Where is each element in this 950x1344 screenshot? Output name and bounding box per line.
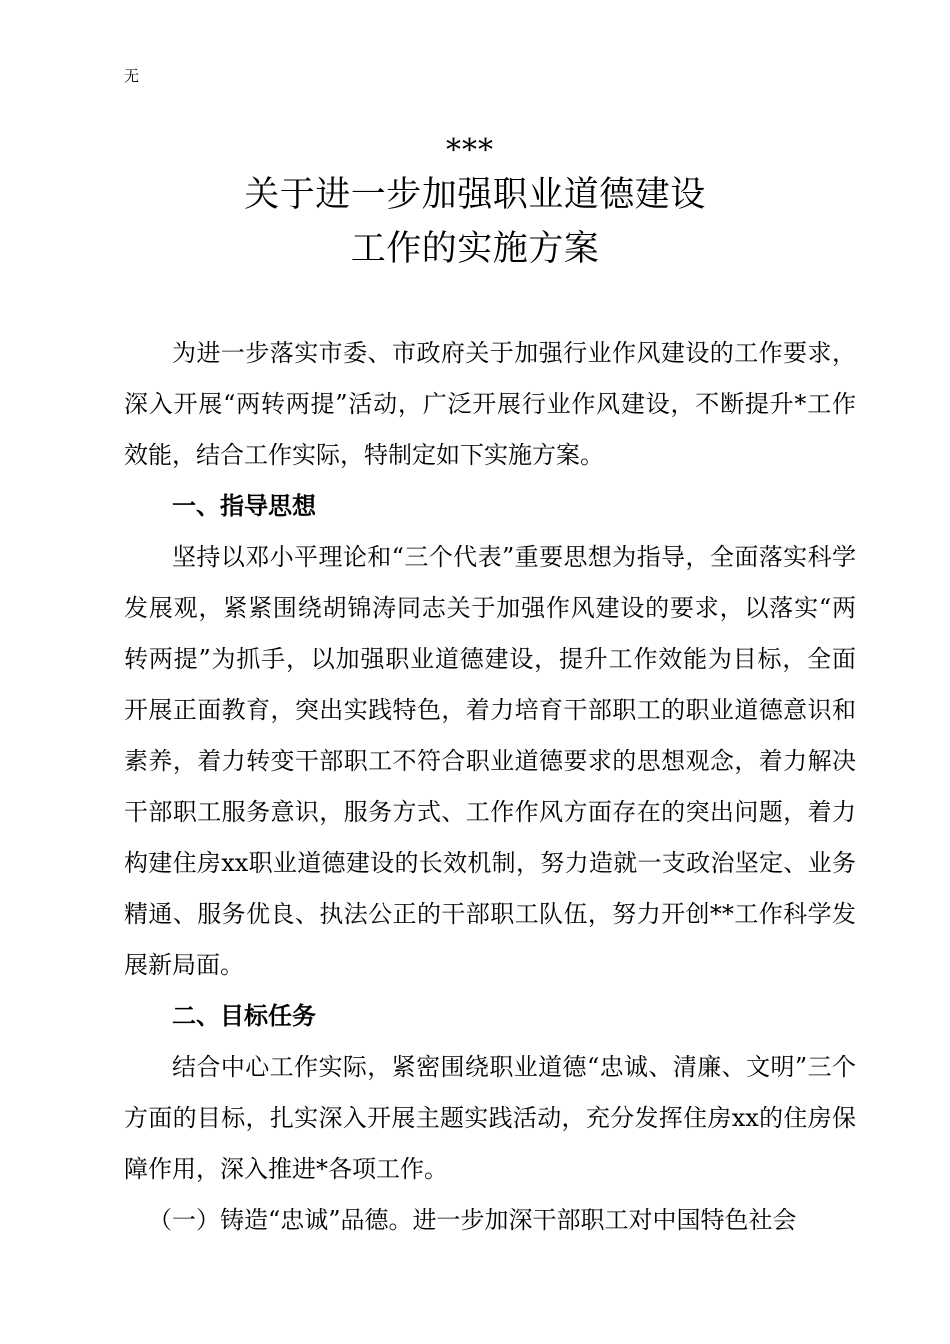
intro-paragraph: 为进一步落实市委、市政府关于加强行业作风建设的工作要求，深入开展“两转两提”活动，广泛开展行业作风建设，不断提升*工作效能，结合工作实际，特制定如下实施方案。 — [124, 339, 856, 469]
title-line-1: 关于进一步加强职业道德建设 — [244, 175, 706, 215]
objectives-paragraph: 结合中心工作实际，紧密围绕职业道德“忠诚、清廉、文明”三个方面的目标，扎实深入开展主题实践活动，充分发挥住房xx的住房保障作用，深入推进*各项工作。 — [124, 1053, 856, 1183]
document-body — [124, 328, 856, 1246]
guiding-ideology-paragraph: 坚持以邓小平理论和“三个代表”重要思想为指导，全面落实科学发展观，紧紧围绕胡锦涛同志关于加强作风建设的要求，以落实“两转两提”为抓手，以加强职业道德建设，提升工作效能为目标，全面开展正面教育，突出实践特色，着力培育干部职工的职业道德意识和素养，着力转变干部职工不符合职业道德要求的思想观念，着力解决干部职工服务意识，服务方式、工作作风方面存在的突出问题，着力构建住房xx职业道德建设的长效机制，努力造就一支政治坚定、业务精通、服务优良、执法公正的干部职工队伍，努力开创**工作科学发展新局面。 — [124, 543, 856, 979]
page-header: 无 — [124, 67, 140, 85]
title-stars: *** — [446, 133, 494, 168]
document-title — [0, 134, 950, 276]
loyalty-subsection-paragraph: （一）铸造“忠诚”品德。进一步加深干部职工对中国特色社会 — [148, 1206, 797, 1234]
section-heading-objectives: 二、目标任务 — [172, 1002, 316, 1030]
title-line-2: 工作的实施方案 — [350, 229, 600, 269]
section-heading-guiding-ideology: 一、指导思想 — [172, 492, 316, 520]
